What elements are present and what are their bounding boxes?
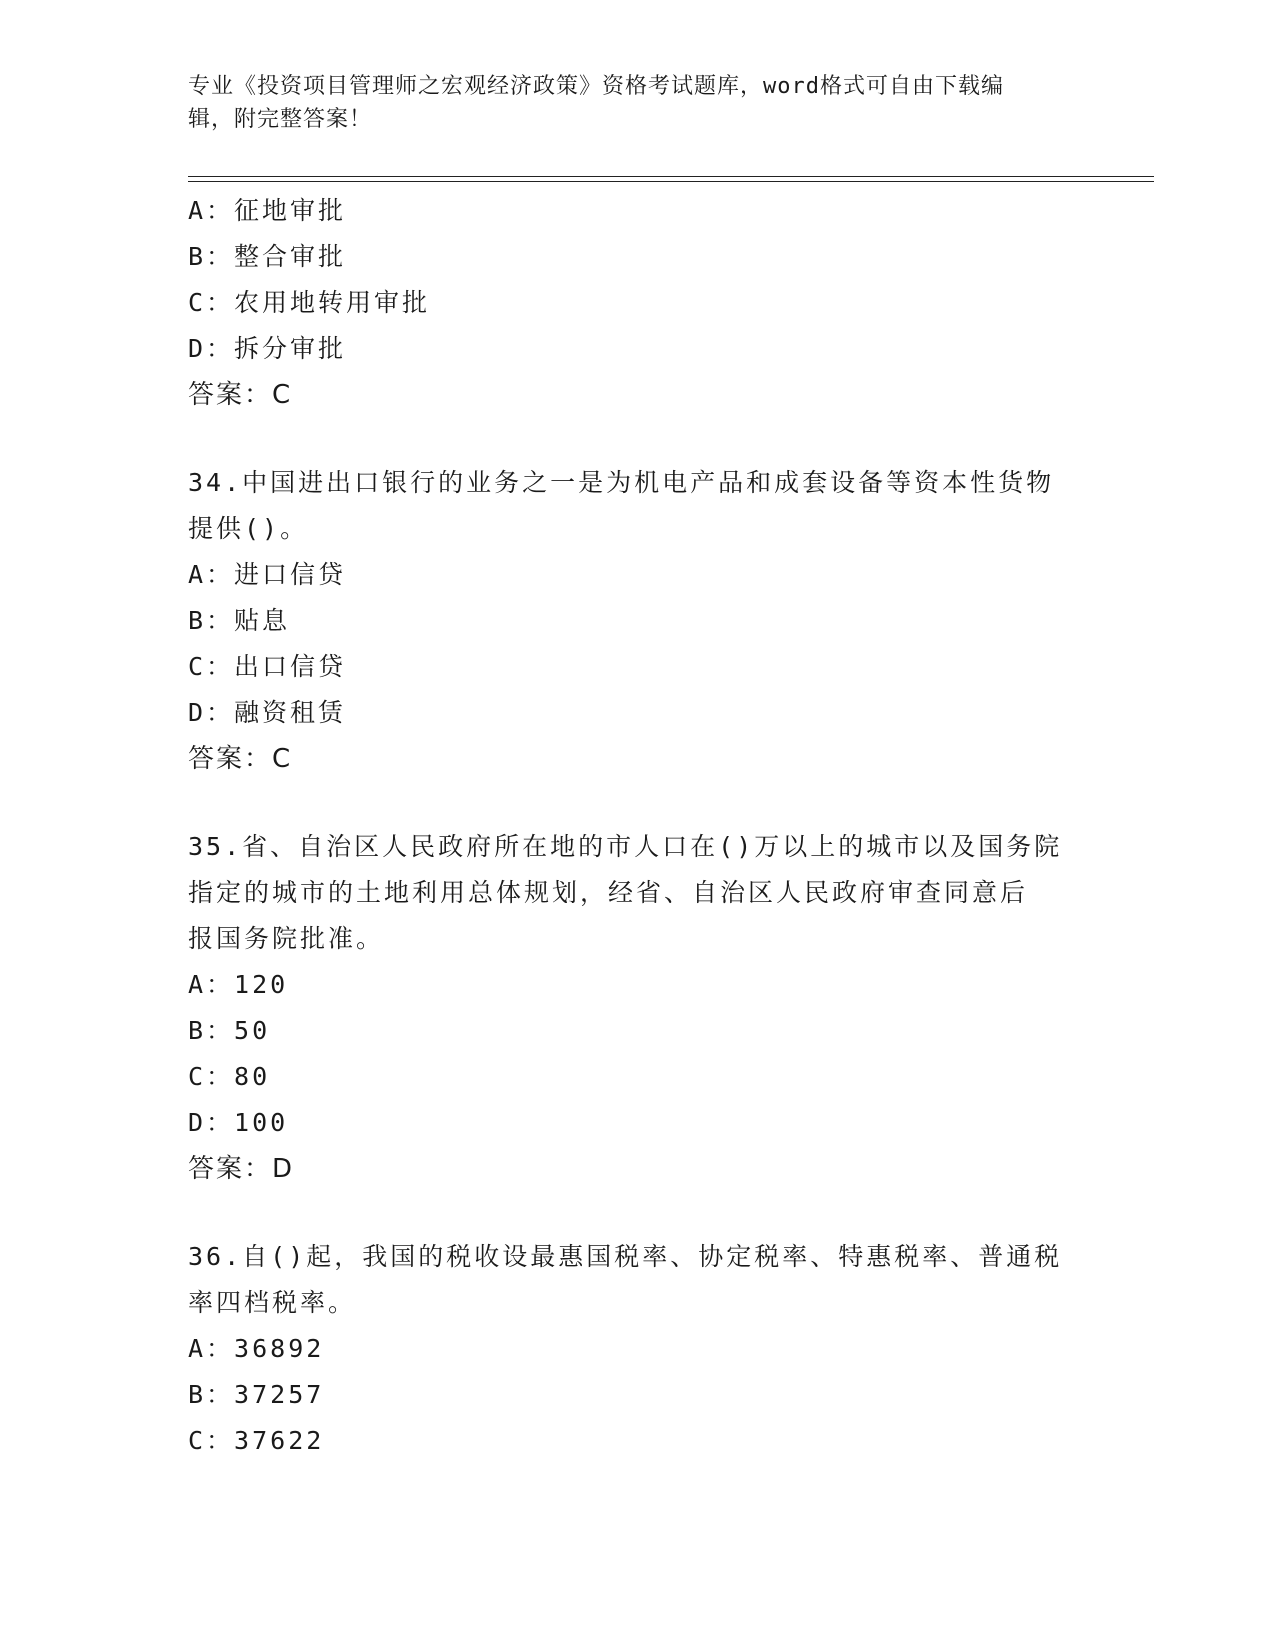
question-line: 提供()。	[188, 514, 309, 543]
question-line: 报国务院批准。	[188, 924, 385, 953]
question-text	[188, 1234, 1088, 1326]
question-line: 指定的城市的土地利用总体规划，经省、自治区人民政府审查同意后	[188, 878, 1029, 907]
option-d: D：融资租赁	[188, 698, 347, 727]
question-line: 36.自()起，我国的税收设最惠国税率、协定税率、特惠税率、普通税	[188, 1242, 1063, 1271]
option-b: B：50	[188, 1016, 271, 1045]
question-text	[188, 824, 1088, 962]
question-35	[188, 824, 1088, 1192]
question-34	[188, 460, 1088, 782]
option-c: C：37622	[188, 1426, 325, 1455]
question-text	[188, 460, 1088, 552]
option-a: A：进口信贷	[188, 560, 347, 589]
question-line: 34.中国进出口银行的业务之一是为机电产品和成套设备等资本性货物	[188, 468, 1055, 497]
header-divider-bottom	[188, 181, 1154, 182]
question-33	[188, 188, 1088, 418]
option-b: B：贴息	[188, 606, 291, 635]
option-d: D：100	[188, 1108, 289, 1137]
option-c: C：农用地转用审批	[188, 288, 431, 317]
question-line: 35.省、自治区人民政府所在地的市人口在()万以上的城市以及国务院	[188, 832, 1063, 861]
answer: 答案：C	[188, 380, 293, 410]
option-d: D：拆分审批	[188, 334, 347, 363]
document-header	[188, 70, 1068, 136]
question-line: 率四档税率。	[188, 1288, 357, 1317]
header-divider-top	[188, 176, 1154, 177]
header-line-1: 专业《投资项目管理师之宏观经济政策》资格考试题库，word格式可自由下载编	[188, 74, 1004, 99]
option-a: A：征地审批	[188, 196, 347, 225]
option-b: B：整合审批	[188, 242, 347, 271]
option-c: C：出口信贷	[188, 652, 347, 681]
question-36	[188, 1234, 1088, 1464]
answer: 答案：C	[188, 744, 293, 774]
answer: 答案：D	[188, 1154, 295, 1184]
option-a: A：36892	[188, 1334, 325, 1363]
option-a: A：120	[188, 970, 289, 999]
option-c: C：80	[188, 1062, 271, 1091]
question-list	[188, 188, 1088, 1464]
option-b: B：37257	[188, 1380, 325, 1409]
header-line-2: 辑，附完整答案！	[188, 107, 373, 132]
